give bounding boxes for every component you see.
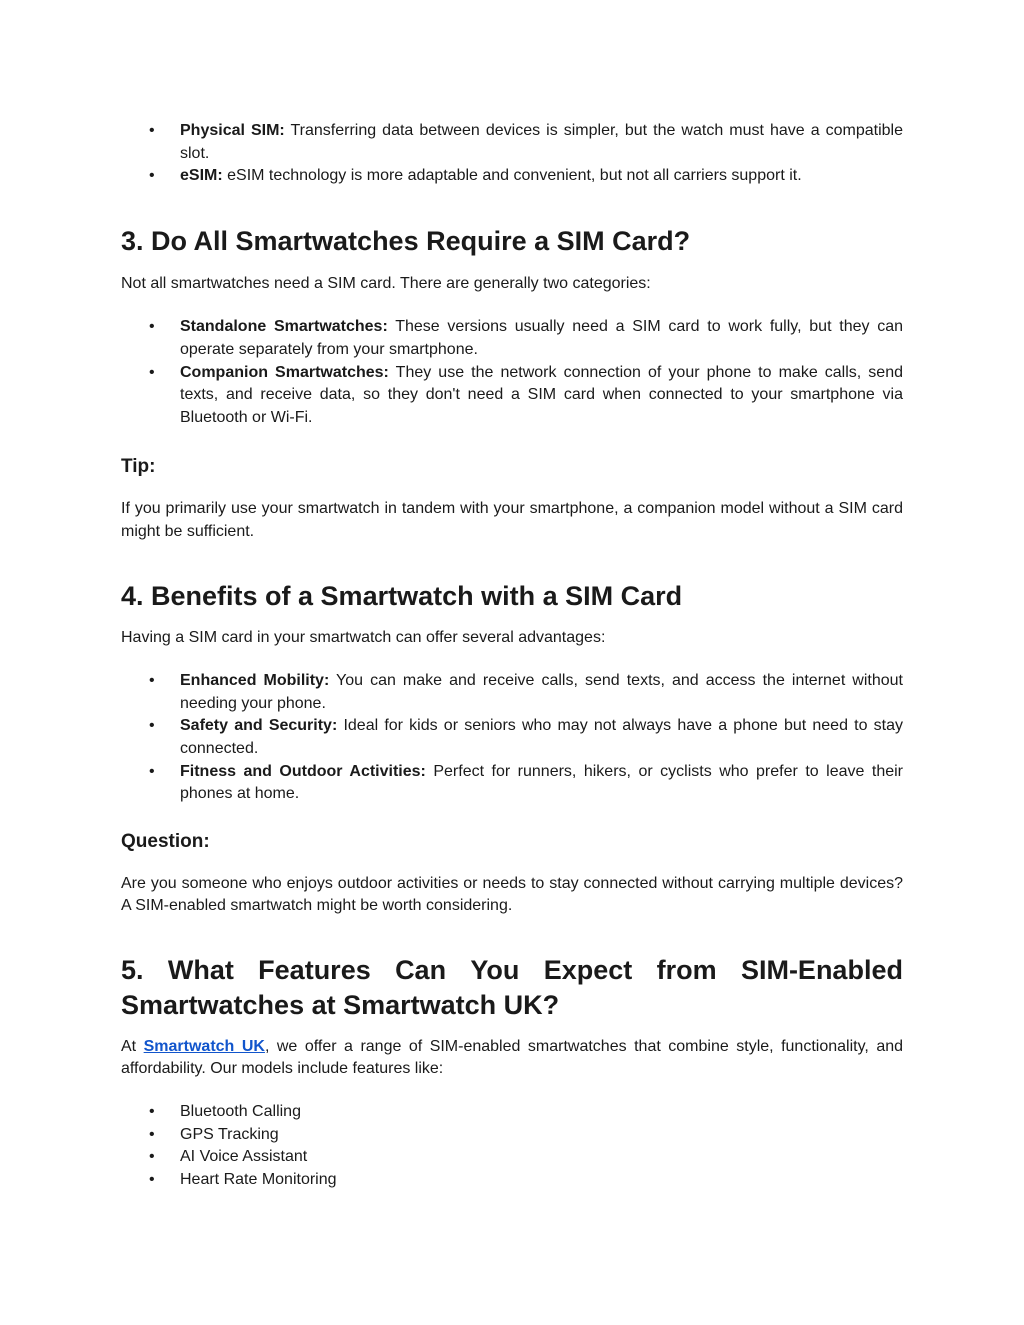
section-4-intro: Having a SIM card in your smartwatch can offer several advantages: (121, 628, 606, 646)
bullet-icon: • (149, 1103, 155, 1121)
list-item: • Standalone Smartwatches: These versions usually need a SIM card to work fully, but they can operate separately from your smartphone. (149, 318, 904, 358)
bullet-icon: • (149, 1125, 155, 1143)
document-page (121, 118, 903, 1191)
bullet-icon: • (149, 672, 155, 690)
tip-text: If you primarily use your smartwatch in tandem with your smartphone, a companion model without a SIM card might be sufficient. (121, 500, 903, 540)
bullet-icon: • (149, 1148, 155, 1166)
tip-heading: Tip: (121, 456, 156, 478)
list-item: • eSIM: eSIM technology is more adaptable and convenient, but not all carriers support it. (121, 165, 903, 188)
section-5-heading-line-2: Smartwatches at Smartwatch UK? (121, 989, 560, 1020)
section-5-heading (121, 953, 903, 1023)
list-item: • Bluetooth Calling (121, 1101, 903, 1124)
list-item: • Physical SIM: Transferring data between devices is simpler, but the watch must have a compatible slot. (149, 122, 903, 162)
list-item: • Heart Rate Monitoring (121, 1169, 903, 1192)
list-item: • GPS Tracking (121, 1124, 903, 1147)
sim-type-list (121, 120, 903, 188)
bullet-icon: • (149, 717, 155, 735)
bullet-icon: • (149, 1170, 155, 1188)
bullet-icon: • (149, 762, 155, 780)
list-item: • Companion Smartwatches: They use the network connection of your phone to make calls, send texts, and receive data, so they don't need a SIM card when connected to your smartphone via Bluetooth or Wi-Fi. (149, 363, 904, 426)
list-item: • AI Voice Assistant (121, 1146, 903, 1169)
list-item: • Enhanced Mobility: You can make and receive calls, send texts, and access the internet without needing your phone. (149, 672, 904, 712)
benefits-list (121, 670, 903, 806)
section-3-heading: 3. Do All Smartwatches Require a SIM Card? (121, 225, 691, 256)
bullet-icon: • (149, 167, 155, 185)
question-text: Are you someone who enjoys outdoor activities or needs to stay connected without carrying multiple devices? A SIM-enabled smartwatch might be worth considering. (121, 874, 903, 915)
list-item: • Fitness and Outdoor Activities: Perfect for runners, hikers, or cyclists who prefer to leave their phones at home. (149, 762, 903, 803)
smartwatch-categories-list (121, 316, 903, 429)
bullet-icon: • (149, 122, 155, 139)
section-3-intro: Not all smartwatches need a SIM card. There are generally two categories: (121, 274, 651, 292)
section-4-heading: 4. Benefits of a Smartwatch with a SIM Card (121, 580, 683, 611)
bullet-icon: • (149, 318, 155, 336)
section-5-heading-line-1: 5. What Features Can You Expect from SIM-Enabled (121, 954, 903, 985)
smartwatch-uk-link[interactable]: Smartwatch UK (143, 1037, 265, 1055)
list-item: • Safety and Security: Ideal for kids or seniors who may not always have a phone but need to stay connected. (149, 717, 903, 757)
section-5-intro: At Smartwatch UK, we offer a range of SIM-enabled smartwatches that combine style, functionality, and affordability. Our models include features like: (121, 1037, 904, 1078)
question-heading: Question: (121, 830, 210, 852)
features-list (121, 1101, 903, 1191)
bullet-icon: • (149, 363, 155, 381)
